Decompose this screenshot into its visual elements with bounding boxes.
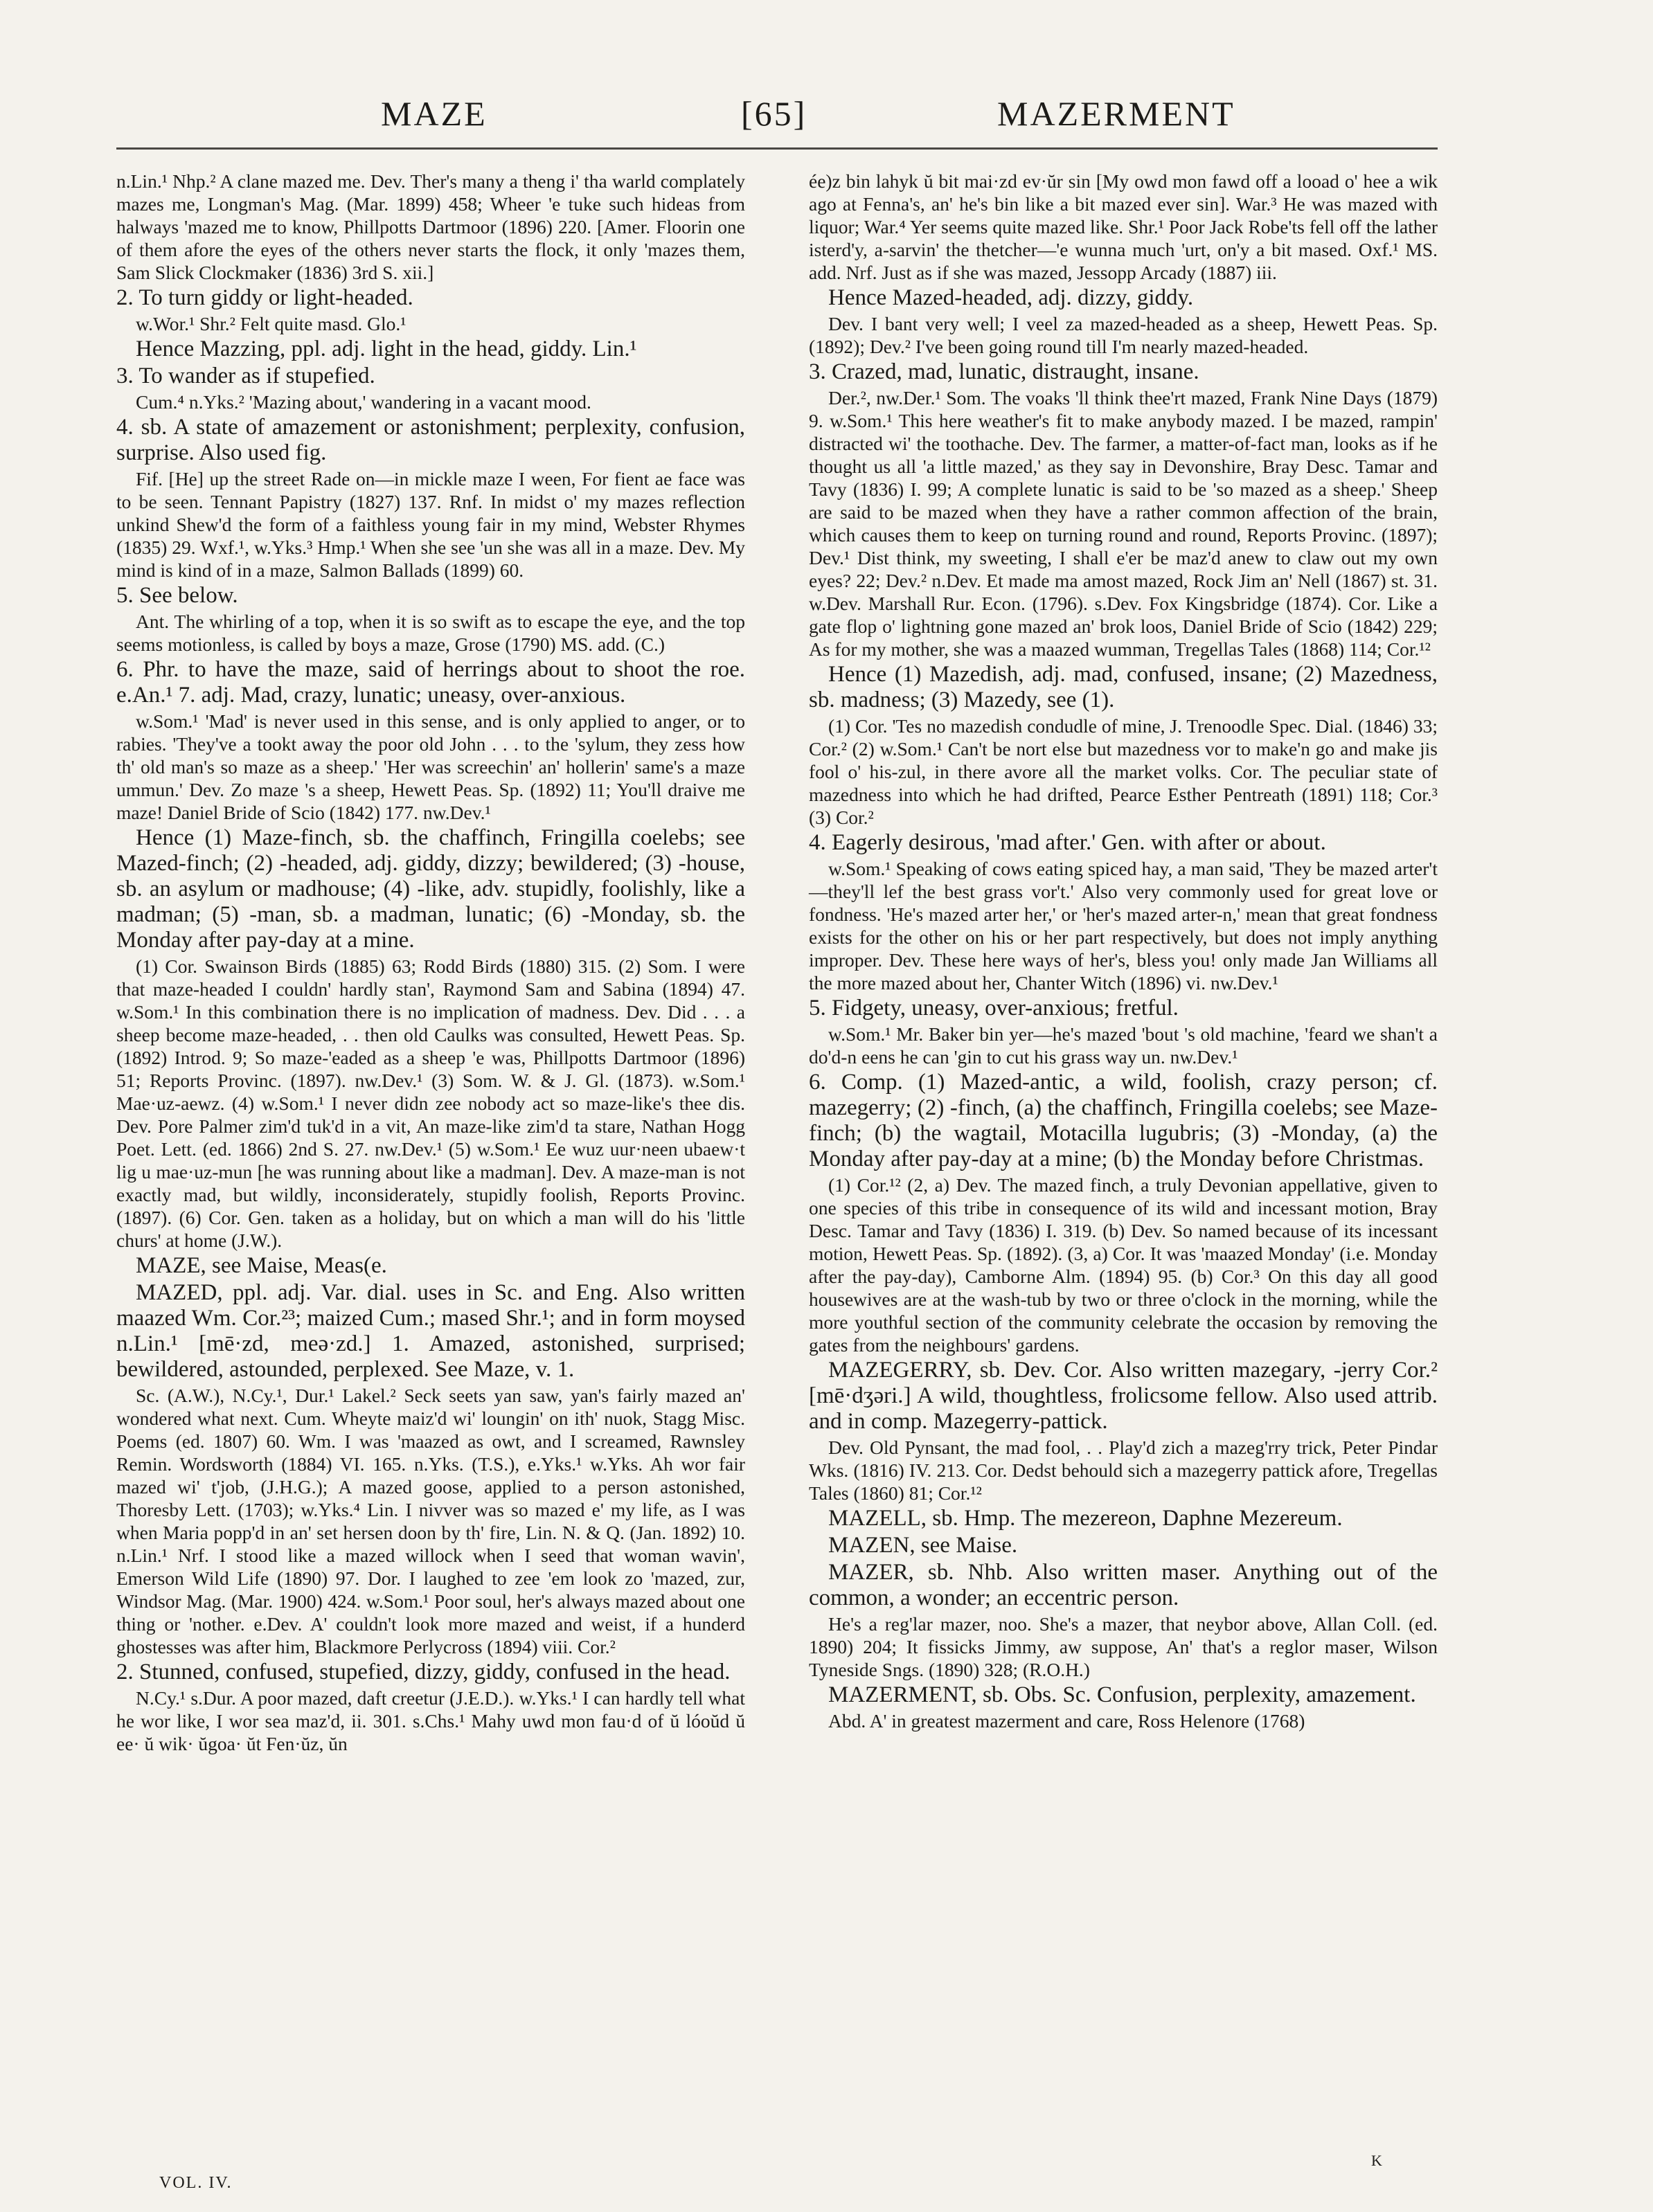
- entry-paragraph: MAZER, sb. Nhb. Also written maser. Anything out of the common, a wonder; an eccentric person.: [809, 1560, 1438, 1610]
- entry-paragraph: 2. To turn giddy or light-headed.: [116, 285, 413, 310]
- entry-paragraph: MAZEGERRY, sb. Dev. Cor. Also written mazegary, -jerry Cor.² [mē·dʒəri.] A wild, thoughtless, frolicsome fellow. Also used attrib. and in comp. Mazegerry-pattick.: [809, 1358, 1438, 1434]
- entry-paragraph: Dev. Old Pynsant, the mad fool, . . Play'd zich a mazeg'rry trick, Peter Pindar Wks. (1816) IV. 213. Cor. Dedst behould sich a mazegerry pattick afore, Tregellas Tales (1860) 81; Cor.¹²: [809, 1437, 1438, 1504]
- entry-paragraph: N.Cy.¹ s.Dur. A poor mazed, daft creetur (J.E.D.). w.Yks.¹ I can hardly tell what he wor like, I wor sea maz'd, ii. 301. s.Chs.¹ Mahy uwd mon fau·d of ŭ lóoŭd ŭ ee· ŭ wik· ŭgoa· ŭt Fen·ŭz, ŭn: [116, 1687, 745, 1754]
- entry-paragraph: (1) Cor.¹² (2, a) Dev. The mazed finch, a truly Devonian appellative, given to one species of this tribe in consequence of its wild and incessant motion, Bray Desc. Tamar and Tavy (1836) I. 319. (b) Dev. So named because of its incessant motion, Hewett Peas. Sp. (1892). (3, a) Cor. It was 'maazed Monday' (i.e. Monday after the pay-day), Camborne Alm. (1894) 95. (b) Cor.³ On this day all good housewives are at the wash-tub by two or three o'clock in the morning, while the more youthful section of the community celebrate the occasion by removing the gates from the neighbours' gardens.: [809, 1174, 1438, 1356]
- volume-label: VOL. IV.: [159, 2174, 233, 2192]
- entry-paragraph: 5. Fidgety, uneasy, over-anxious; fretful.: [809, 996, 1179, 1020]
- entry-paragraph: w.Wor.¹ Shr.² Felt quite masd. Glo.¹: [136, 313, 406, 334]
- entry-paragraph: 6. Comp. (1) Mazed-antic, a wild, foolish, crazy person; cf. mazegerry; (2) -finch, (a) the chaffinch, Fringilla coelebs; see Maze-finch; (b) the wagtail, Motacilla lugubris; (3) -Monday, (a) the Monday after pay-day at a mine; (b) the Monday before Christmas.: [809, 1070, 1438, 1171]
- entry-paragraph: w.Som.¹ 'Mad' is never used in this sense, and is only applied to anger, or to rabies. 'They've a tookt away the poor old John . . . to the 'sylum, they zess how th' old man's so maze as a sheep.' 'Her was screechin' an' hollerin' same's a maze ummun.' Dev. Zo maze 's a sheep, Hewett Peas. Sp. (1892) 11; You'll draive me maze! Daniel Bride of Scio (1842) 177. nw.Dev.¹: [116, 710, 745, 823]
- entry-paragraph: Cum.⁴ n.Yks.² 'Mazing about,' wandering in a vacant mood.: [136, 391, 591, 413]
- right-column: [809, 170, 1438, 1734]
- entry-paragraph: Abd. A' in greatest mazerment and care, Ross Helenore (1768): [828, 1710, 1305, 1732]
- header-rule: [116, 147, 1438, 150]
- entry-paragraph: MAZED, ppl. adj. Var. dial. uses in Sc. and Eng. Also written maazed Wm. Cor.²³; maized Cum.; mased Shr.¹; and in form moysed n.Lin.¹ [mē·zd, meə·zd.] 1. Amazed, astonished, surprised; bewildered, astounded, perplexed. See Maze, v. 1.: [116, 1280, 745, 1382]
- entry-paragraph: Hence (1) Mazedish, adj. mad, confused, insane; (2) Mazedness, sb. madness; (3) Mazedy, see (1).: [809, 662, 1438, 712]
- entry-paragraph: (1) Cor. Swainson Birds (1885) 63; Rodd Birds (1880) 315. (2) Som. I were that maze-headed I couldn' hardly stan', Raymond Sam and Sabina (1894) 47. w.Som.¹ In this combination there is no implication of madness. Dev. Did . . . a sheep become maze-headed, . . then old Caulks was consulted, Hewett Peas. Sp. (1892) Introd. 9; So maze-'eaded as a sheep 'e was, Phillpotts Dartmoor (1896) 51; Reports Provinc. (1897). nw.Dev.¹ (3) Som. W. & J. Gl. (1873). w.Som.¹ Mae·uz-aewz. (4) w.Som.¹ I never didn zee nobody act so maze-like's thee dis. Dev. Pore Palmer zim'd tuk'd in a vit, An maze-like zim'd ta stare, Nathan Hogg Poet. Lett. (ed. 1866) 2nd S. 27. nw.Dev.¹ (5) w.Som.¹ Ee wuz uur·neen ubaew·t lig u mae·uz-mun [he was running about like a madman]. Dev. A maze-man is not exactly mad, but wildly, inconsiderately, stupidly foolish, Reports Provinc. (1897). (6) Cor. Gen. taken as a holiday, but on which a man will do his 'little churs' at home (J.W.).: [116, 955, 745, 1251]
- entry-paragraph: Sc. (A.W.), N.Cy.¹, Dur.¹ Lakel.² Seck seets yan saw, yan's fairly mazed an' wondered what next. Cum. Wheyte maiz'd wi' loungin' on ith' nuok, Stagg Misc. Poems (ed. 1807) 60. Wm. I was 'maazed as owt, and I screamed, Rawnsley Remin. Wordsworth (1884) VI. 165. n.Yks. (T.S.), e.Yks.¹ w.Yks. Ah wor fair mazed wi' t'job, (J.H.G.); A mazed goose, applied to a person astonished, Thoresby Lett. (1703); w.Yks.⁴ Lin. I nivver was so mazed e' my life, as I was when Maria popp'd in an' set hersen doon by th' fire, Lin. N. & Q. (Jan. 1892) 10. n.Lin.¹ Nrf. I stood like a mazed willock when I seed that woman wavin', Emerson Wild Life (1890) 97. Dor. I laughed to zee 'em look zo 'mazed, zur, Windsor Mag. (Mar. 1900) 424. w.Som.¹ Poor soul, her's always mazed about one thing or 'nother. e.Dev. A' couldn't look more mazed and weist, if a hunderd ghostesses was after him, Blackmore Perlycross (1894) viii. Cor.²: [116, 1385, 745, 1657]
- entry-paragraph: MAZERMENT, sb. Obs. Sc. Confusion, perplexity, amazement.: [828, 1682, 1416, 1707]
- entry-paragraph: ée)z bin lahyk ŭ bit mai·zd ev·ŭr sin [My owd mon fawd off a looad o' hee a wik ago at Fenna's, an' he's bin like a bit mazed ever sin]. War.³ He was mazed with liquor; War.⁴ Yer seems quite mazed like. Shr.¹ Poor Jack Robe'ts fell off the lather isterd'y, a-sarvin' the thetcher—'e wunna much 'urt, on'y a bit mased. Oxf.¹ MS. add. Nrf. Just as if she was mazed, Jessopp Arcady (1887) iii.: [809, 170, 1438, 283]
- entry-paragraph: Ant. The whirling of a top, when it is so swift as to escape the eye, and the top seems motionless, is called by boys a maze, Grose (1790) MS. add. (C.): [116, 611, 745, 655]
- entry-paragraph: Der.², nw.Der.¹ Som. The voaks 'll think thee'rt mazed, Frank Nine Days (1879) 9. w.Som.¹ This here weather's fit to make anybody mazed. I be mazed, rampin' distracted wi' the toothache. Dev. The farmer, a matter-of-fact man, looks as if he thought us all 'a little mazed,' as they say in Devonshire, Bray Desc. Tamar and Tavy (1836) I. 99; A complete lunatic is said to be 'so mazed as a sheep.' Sheep are said to be mazed when they have a rather common affection of the brain, which causes them to keep on turning round and round, Reports Provinc. (1897); Dev.¹ Dist think, my sweeting, I shall e'er be maz'd anew to claw out my own eyes? 22; Dev.² n.Dev. Et made ma amost mazed, Rock Jim an' Nell (1867) st. 31. w.Dev. Marshall Rur. Econ. (1796). s.Dev. Fox Kingsbridge (1874). Cor. Like a gate flop o' lightning gone mazed an' brok loos, Daniel Bride of Scio (1842) 229; As for my mother, she was a maazed wumman, Tregellas Tales (1868) 114; Cor.¹²: [809, 387, 1438, 660]
- entry-paragraph: Hence Mazed-headed, adj. dizzy, giddy.: [828, 285, 1194, 310]
- entry-paragraph: 3. To wander as if stupefied.: [116, 363, 375, 388]
- entry-paragraph: MAZE, see Maise, Meas(e.: [136, 1253, 387, 1278]
- running-head-left: MAZE: [381, 94, 488, 133]
- page-number: [65]: [741, 94, 807, 133]
- entry-paragraph: w.Som.¹ Speaking of cows eating spiced hay, a man said, 'They be mazed arter't—they'll lef the best grass vor't.' Also very commonly used for great love or fondness. 'He's mazed arter her,' or 'her's mazed arter-n,' mean that great fondness exists for the other on his or her part respectively, but does not imply anything improper. Dev. These here ways of her's, bless you! only made Jan Williams all the more mazed about her, Chanter Witch (1896) vi. nw.Dev.¹: [809, 858, 1438, 993]
- signature-mark: K: [1371, 2152, 1382, 2169]
- entry-paragraph: 4. sb. A state of amazement or astonishment; perplexity, confusion, surprise. Also used fig.: [116, 415, 745, 465]
- entry-paragraph: He's a reg'lar mazer, noo. She's a mazer, that neybor above, Allan Coll. (ed. 1890) 204; It fissicks Jimmy, aw suppose, An' that's a reglor maser, Wilson Tyneside Sngs. (1890) 328; (R.O.H.): [809, 1613, 1438, 1680]
- entry-paragraph: Hence Mazzing, ppl. adj. light in the head, giddy. Lin.¹: [136, 336, 637, 361]
- entry-paragraph: Dev. I bant very well; I veel za mazed-headed as a sheep, Hewett Peas. Sp. (1892); Dev.² I've been going round till I'm nearly mazed-headed.: [809, 313, 1438, 357]
- left-column: [116, 170, 745, 1756]
- entry-paragraph: 3. Crazed, mad, lunatic, distraught, insane.: [809, 359, 1199, 384]
- entry-paragraph: 5. See below.: [116, 583, 238, 608]
- running-head-right: MAZERMENT: [997, 94, 1235, 133]
- entry-paragraph: w.Som.¹ Mr. Baker bin yer—he's mazed 'bout 's old machine, 'feard we shan't a do'd-n eens he can 'gin to cut his grass way un. nw.Dev.¹: [809, 1023, 1438, 1068]
- entry-paragraph: MAZELL, sb. Hmp. The mezereon, Daphne Mezereum.: [828, 1506, 1343, 1531]
- entry-paragraph: n.Lin.¹ Nhp.² A clane mazed me. Dev. Ther's many a theng i' tha warld complately mazes me, Longman's Mag. (Mar. 1899) 458; Wheer 'e tuke such hideas from halways 'mazed me to know, Phillpotts Dartmoor (1896) 220. [Amer. Floorin one of them afore the eyes of the others never starts the flock, it only 'mazes them, Sam Slick Clockmaker (1836) 3rd S. xii.]: [116, 170, 745, 283]
- entry-paragraph: Hence (1) Maze-finch, sb. the chaffinch, Fringilla coelebs; see Mazed-finch; (2) -headed, adj. giddy, dizzy; bewildered; (3) -house, sb. an asylum or madhouse; (4) -like, adv. stupidly, foolishly, like a madman; (5) -man, sb. a madman, lunatic; (6) -Monday, sb. the Monday after pay-day at a mine.: [116, 825, 745, 953]
- entry-paragraph: 2. Stunned, confused, stupefied, dizzy, giddy, confused in the head.: [116, 1660, 731, 1684]
- entry-paragraph: MAZEN, see Maise.: [828, 1533, 1018, 1558]
- entry-paragraph: 4. Eagerly desirous, 'mad after.' Gen. with after or about.: [809, 830, 1326, 855]
- entry-paragraph: (1) Cor. 'Tes no mazedish condudle of mine, J. Trenoodle Spec. Dial. (1846) 33; Cor.² (2) w.Som.¹ Can't be nort else but mazedness vor to make'n go and make jis fool o' his-zul, in there avore all the market volks. Cor. The peculiar state of mazedness into which he had drifted, Pearce Esther Pentreath (1891) 118; Cor.³ (3) Cor.²: [809, 715, 1438, 828]
- entry-paragraph: Fif. [He] up the street Rade on—in mickle maze I ween, For fient ae face was to be seen. Tennant Papistry (1827) 137. Rnf. In midst o' my mazes reflection unkind Shew'd the form of a faithless young fair in my mind, Webster Rhymes (1835) 29. Wxf.¹, w.Yks.³ Hmp.¹ When she see 'un she was all in a maze. Dev. My mind is kind of in a maze, Salmon Ballads (1899) 60.: [116, 468, 745, 581]
- entry-paragraph: 6. Phr. to have the maze, said of herrings about to shoot the roe. e.An.¹ 7. adj. Mad, crazy, lunatic; uneasy, over-anxious.: [116, 657, 745, 708]
